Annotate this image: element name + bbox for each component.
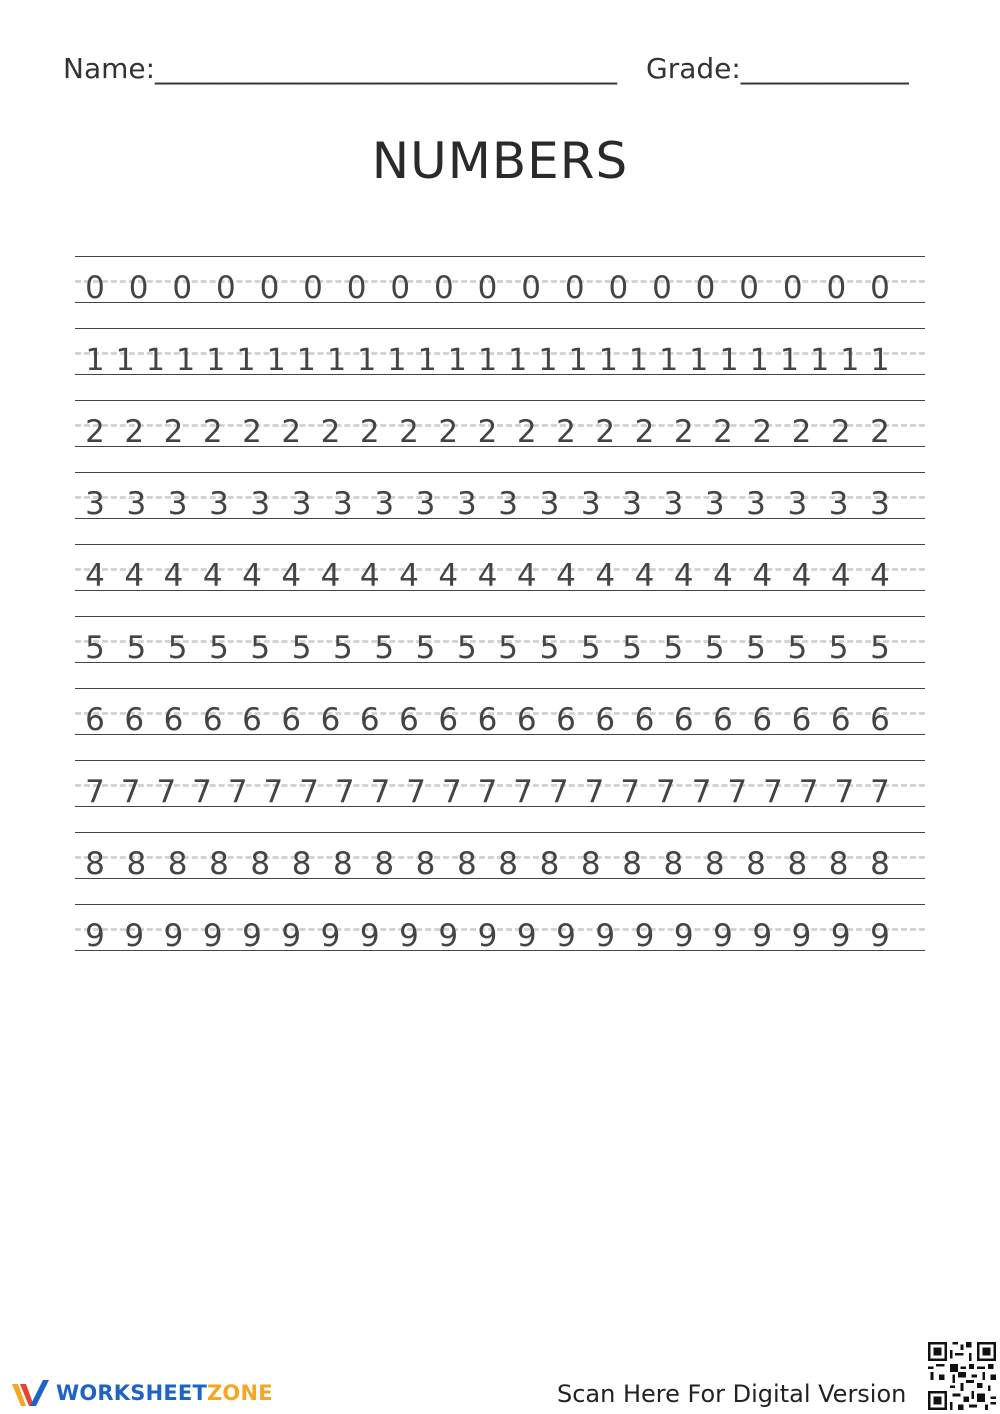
tracing-digit-2: 2	[752, 414, 773, 450]
tracing-digit-9: 9	[673, 918, 694, 954]
tracing-digit-3: 3	[622, 486, 642, 522]
tracing-digit-7: 7	[156, 774, 177, 810]
tracing-digit-2: 2	[477, 414, 498, 450]
tracing-digit-7: 7	[441, 774, 462, 810]
tracing-digit-7: 7	[406, 774, 426, 810]
tracing-digit-9: 9	[124, 918, 145, 954]
tracing-digit-6: 6	[399, 702, 419, 738]
tracing-digit-7: 7	[656, 774, 676, 810]
tracing-digit-1: 1	[749, 343, 769, 378]
tracing-digit-4: 4	[163, 558, 184, 594]
tracing-digit-9: 9	[438, 918, 459, 954]
tracing-digit-5: 5	[622, 630, 642, 666]
tracing-digit-3: 3	[374, 486, 395, 522]
tracing-digit-4: 4	[634, 558, 655, 594]
tracing-digit-5: 5	[663, 630, 684, 666]
tracing-digit-8: 8	[333, 846, 353, 882]
tracing-digit-5: 5	[498, 630, 519, 666]
tracing-digit-2: 2	[673, 414, 694, 450]
tracing-digit-7: 7	[370, 774, 391, 810]
tracing-digit-4: 4	[752, 558, 773, 594]
brand-name-part2: ZONE	[206, 1381, 273, 1405]
page-title: NUMBERS	[371, 132, 629, 190]
tracing-digit-4: 4	[242, 558, 262, 594]
tracing-digit-2: 2	[202, 414, 223, 450]
tracing-digit-3: 3	[539, 486, 560, 522]
tracing-digit-2: 2	[870, 414, 890, 450]
name-field: Name:_________________________________	[63, 52, 618, 85]
tracing-digit-1: 1	[206, 343, 226, 378]
digit-tracing-group	[75, 688, 925, 738]
tracing-digit-1: 1	[628, 343, 648, 378]
tracing-digit-5: 5	[209, 630, 229, 666]
practice-row-7	[75, 760, 925, 808]
tracing-digit-0: 0	[85, 270, 105, 306]
tracing-digit-3: 3	[828, 486, 849, 522]
digit-tracing-group	[75, 544, 925, 594]
tracing-digit-0: 0	[346, 270, 367, 306]
tracing-digit-5: 5	[787, 630, 808, 666]
tracing-digit-7: 7	[691, 774, 712, 810]
tracing-digit-1: 1	[357, 343, 377, 378]
tracing-digit-5: 5	[828, 630, 849, 666]
grade-field: Grade:____________	[646, 52, 909, 85]
practice-row-4	[75, 544, 925, 592]
tracing-digit-0: 0	[782, 270, 803, 306]
digit-tracing-group	[75, 760, 925, 810]
tracing-digit-5: 5	[374, 630, 395, 666]
tracing-digit-1: 1	[387, 343, 407, 378]
tracing-digit-7: 7	[85, 774, 105, 810]
tracing-digit-9: 9	[399, 918, 419, 954]
tracing-digit-0: 0	[652, 270, 672, 306]
tracing-digit-6: 6	[556, 702, 576, 738]
tracing-digit-2: 2	[830, 414, 851, 450]
tracing-digit-2: 2	[516, 414, 537, 450]
tracing-digit-0: 0	[870, 270, 890, 306]
tracing-digit-2: 2	[163, 414, 184, 450]
tracing-digit-4: 4	[477, 558, 498, 594]
tracing-digit-5: 5	[456, 630, 477, 666]
tracing-digit-9: 9	[281, 918, 302, 954]
tracing-digit-6: 6	[870, 702, 890, 738]
tracing-digit-5: 5	[746, 630, 766, 666]
tracing-digit-1: 1	[870, 343, 890, 378]
tracing-digit-4: 4	[359, 558, 380, 594]
tracing-digit-6: 6	[163, 702, 184, 738]
tracing-digit-9: 9	[242, 918, 262, 954]
tracing-digit-2: 2	[595, 414, 616, 450]
tracing-digit-3: 3	[456, 486, 477, 522]
tracing-digit-4: 4	[556, 558, 576, 594]
tracing-digit-6: 6	[595, 702, 616, 738]
tracing-digit-3: 3	[126, 486, 147, 522]
tracing-digit-4: 4	[438, 558, 459, 594]
tracing-digit-5: 5	[704, 630, 725, 666]
tracing-digit-2: 2	[399, 414, 419, 450]
tracing-digit-8: 8	[85, 846, 105, 882]
tracing-digit-9: 9	[595, 918, 616, 954]
tracing-digit-1: 1	[176, 343, 196, 378]
tracing-digit-0: 0	[521, 270, 541, 306]
tracing-digit-1: 1	[598, 343, 618, 378]
tracing-digit-6: 6	[830, 702, 851, 738]
tracing-digit-4: 4	[399, 558, 419, 594]
tracing-digit-3: 3	[291, 486, 312, 522]
tracing-digit-5: 5	[126, 630, 147, 666]
tracing-digit-3: 3	[167, 486, 188, 522]
tracing-digit-2: 2	[438, 414, 459, 450]
tracing-digit-3: 3	[250, 486, 271, 522]
brand-name	[56, 1381, 273, 1405]
tracing-digit-0: 0	[303, 270, 323, 306]
tracing-digit-0: 0	[695, 270, 716, 306]
tracing-digit-9: 9	[791, 918, 812, 954]
tracing-digit-7: 7	[584, 774, 605, 810]
digit-tracing-group	[75, 472, 925, 522]
tracing-digit-7: 7	[299, 774, 319, 810]
tracing-digit-8: 8	[663, 846, 684, 882]
tracing-digit-4: 4	[202, 558, 223, 594]
tracing-digit-9: 9	[830, 918, 851, 954]
tracing-digit-6: 6	[516, 702, 537, 738]
tracing-digit-1: 1	[85, 343, 105, 378]
practice-row-9	[75, 904, 925, 952]
tracing-digit-1: 1	[840, 343, 860, 378]
tracing-digit-8: 8	[746, 846, 766, 882]
tracing-digit-7: 7	[192, 774, 212, 810]
tracing-digit-4: 4	[595, 558, 616, 594]
tracing-digit-0: 0	[390, 270, 411, 306]
tracing-digit-3: 3	[580, 486, 601, 522]
tracing-digit-4: 4	[830, 558, 851, 594]
tracing-digit-4: 4	[673, 558, 694, 594]
tracing-digit-1: 1	[689, 343, 709, 378]
student-info-header	[63, 52, 943, 92]
tracing-digit-4: 4	[124, 558, 145, 594]
worksheet-zone-logo-icon	[10, 1376, 52, 1410]
tracing-digit-1: 1	[810, 343, 830, 378]
tracing-digit-6: 6	[713, 702, 733, 738]
tracing-digit-2: 2	[359, 414, 380, 450]
qr-code-icon[interactable]	[928, 1342, 996, 1410]
tracing-digit-6: 6	[85, 702, 105, 738]
tracing-digit-1: 1	[538, 343, 558, 378]
tracing-digit-0: 0	[739, 270, 760, 306]
practice-row-5	[75, 616, 925, 664]
tracing-digit-2: 2	[281, 414, 302, 450]
tracing-digit-9: 9	[359, 918, 380, 954]
tracing-digit-9: 9	[634, 918, 655, 954]
digit-tracing-group	[75, 328, 925, 378]
tracing-digit-1: 1	[266, 343, 286, 378]
tracing-digit-8: 8	[787, 846, 808, 882]
tracing-digit-8: 8	[126, 846, 147, 882]
tracing-digit-1: 1	[115, 343, 135, 378]
tracing-digit-5: 5	[250, 630, 271, 666]
brand-name-part1: WORKSHEET	[56, 1381, 207, 1405]
tracing-digit-9: 9	[163, 918, 184, 954]
scan-instruction: Scan Here For Digital Version	[557, 1380, 907, 1408]
tracing-digit-8: 8	[415, 846, 436, 882]
tracing-digit-0: 0	[215, 270, 236, 306]
tracing-digit-7: 7	[548, 774, 569, 810]
digit-tracing-group	[75, 400, 925, 450]
tracing-digit-7: 7	[870, 774, 890, 810]
tracing-digit-6: 6	[791, 702, 812, 738]
tracing-digit-3: 3	[85, 486, 105, 522]
tracing-digit-2: 2	[634, 414, 655, 450]
tracing-digit-1: 1	[236, 343, 256, 378]
tracing-digit-6: 6	[124, 702, 145, 738]
tracing-digit-7: 7	[120, 774, 141, 810]
tracing-digit-2: 2	[556, 414, 576, 450]
practice-row-3	[75, 472, 925, 520]
tracing-digit-0: 0	[128, 270, 149, 306]
tracing-digit-1: 1	[719, 343, 739, 378]
digit-tracing-group	[75, 256, 925, 306]
tracing-digit-7: 7	[620, 774, 641, 810]
tracing-digit-5: 5	[333, 630, 353, 666]
tracing-digit-5: 5	[539, 630, 560, 666]
practice-row-8	[75, 832, 925, 880]
worksheet-zone-logo	[10, 1376, 273, 1410]
tracing-digit-5: 5	[167, 630, 188, 666]
tracing-digit-8: 8	[622, 846, 642, 882]
tracing-digit-7: 7	[798, 774, 819, 810]
practice-row-6	[75, 688, 925, 736]
tracing-digit-6: 6	[242, 702, 262, 738]
tracing-digit-1: 1	[477, 343, 498, 378]
tracing-digit-4: 4	[791, 558, 812, 594]
tracing-digit-9: 9	[202, 918, 223, 954]
tracing-digit-5: 5	[291, 630, 312, 666]
tracing-digit-9: 9	[752, 918, 773, 954]
tracing-digit-7: 7	[477, 774, 498, 810]
tracing-digit-2: 2	[242, 414, 262, 450]
tracing-digit-8: 8	[704, 846, 725, 882]
tracing-digit-7: 7	[763, 774, 783, 810]
tracing-digit-9: 9	[516, 918, 537, 954]
tracing-digit-9: 9	[85, 918, 105, 954]
tracing-digit-8: 8	[456, 846, 477, 882]
tracing-digit-8: 8	[539, 846, 560, 882]
tracing-digit-3: 3	[704, 486, 725, 522]
tracing-digit-6: 6	[673, 702, 694, 738]
tracing-digit-6: 6	[320, 702, 341, 738]
digit-tracing-group	[75, 904, 925, 954]
tracing-digit-8: 8	[250, 846, 271, 882]
tracing-digit-8: 8	[374, 846, 395, 882]
tracing-digit-7: 7	[227, 774, 248, 810]
digit-tracing-group	[75, 616, 925, 666]
tracing-digit-3: 3	[663, 486, 684, 522]
tracing-digit-4: 4	[870, 558, 890, 594]
tracing-digit-5: 5	[870, 630, 890, 666]
tracing-digit-4: 4	[320, 558, 341, 594]
tracing-digit-0: 0	[172, 270, 193, 306]
tracing-digit-6: 6	[477, 702, 498, 738]
tracing-digit-1: 1	[659, 343, 679, 378]
tracing-digit-3: 3	[870, 486, 890, 522]
tracing-digit-8: 8	[498, 846, 519, 882]
tracing-digit-2: 2	[124, 414, 145, 450]
tracing-digit-3: 3	[333, 486, 353, 522]
tracing-digit-0: 0	[826, 270, 847, 306]
tracing-digit-9: 9	[556, 918, 576, 954]
tracing-digit-4: 4	[85, 558, 105, 594]
tracing-digit-6: 6	[438, 702, 459, 738]
tracing-digit-0: 0	[608, 270, 629, 306]
tracing-digit-0: 0	[477, 270, 498, 306]
tracing-digit-3: 3	[209, 486, 229, 522]
tracing-digit-3: 3	[498, 486, 519, 522]
tracing-digit-2: 2	[713, 414, 733, 450]
tracing-digit-3: 3	[787, 486, 808, 522]
digit-tracing-group	[75, 832, 925, 882]
practice-row-0	[75, 256, 925, 304]
tracing-digit-4: 4	[516, 558, 537, 594]
tracing-digit-6: 6	[359, 702, 380, 738]
tracing-digit-6: 6	[202, 702, 223, 738]
tracing-digit-9: 9	[477, 918, 498, 954]
tracing-digit-0: 0	[434, 270, 454, 306]
tracing-digit-1: 1	[145, 343, 165, 378]
tracing-digit-2: 2	[320, 414, 341, 450]
tracing-digit-1: 1	[568, 343, 588, 378]
tracing-digit-1: 1	[296, 343, 316, 378]
tracing-digit-0: 0	[259, 270, 280, 306]
tracing-digit-1: 1	[447, 343, 467, 378]
tracing-digit-0: 0	[564, 270, 585, 306]
tracing-digit-8: 8	[828, 846, 849, 882]
tracing-digit-6: 6	[634, 702, 655, 738]
tracing-digit-5: 5	[580, 630, 601, 666]
tracing-digit-7: 7	[513, 774, 534, 810]
tracing-digit-1: 1	[508, 343, 528, 378]
tracing-digit-7: 7	[727, 774, 748, 810]
tracing-digit-9: 9	[870, 918, 890, 954]
practice-row-1	[75, 328, 925, 376]
tracing-digit-7: 7	[263, 774, 284, 810]
tracing-digit-1: 1	[326, 343, 347, 378]
tracing-digit-5: 5	[85, 630, 105, 666]
tracing-digit-1: 1	[417, 343, 437, 378]
tracing-digit-8: 8	[209, 846, 229, 882]
tracing-digit-8: 8	[870, 846, 890, 882]
tracing-digit-8: 8	[167, 846, 188, 882]
tracing-digit-5: 5	[415, 630, 436, 666]
tracing-digit-8: 8	[291, 846, 312, 882]
practice-rows	[75, 256, 925, 976]
tracing-digit-3: 3	[415, 486, 436, 522]
tracing-digit-1: 1	[779, 343, 799, 378]
tracing-digit-8: 8	[580, 846, 601, 882]
tracing-digit-2: 2	[791, 414, 812, 450]
tracing-digit-9: 9	[713, 918, 733, 954]
practice-row-2	[75, 400, 925, 448]
tracing-digit-6: 6	[752, 702, 773, 738]
tracing-digit-7: 7	[834, 774, 855, 810]
tracing-digit-4: 4	[713, 558, 733, 594]
tracing-digit-2: 2	[85, 414, 105, 450]
tracing-digit-3: 3	[746, 486, 766, 522]
tracing-digit-6: 6	[281, 702, 302, 738]
tracing-digit-4: 4	[281, 558, 302, 594]
tracing-digit-9: 9	[320, 918, 341, 954]
tracing-digit-7: 7	[334, 774, 355, 810]
